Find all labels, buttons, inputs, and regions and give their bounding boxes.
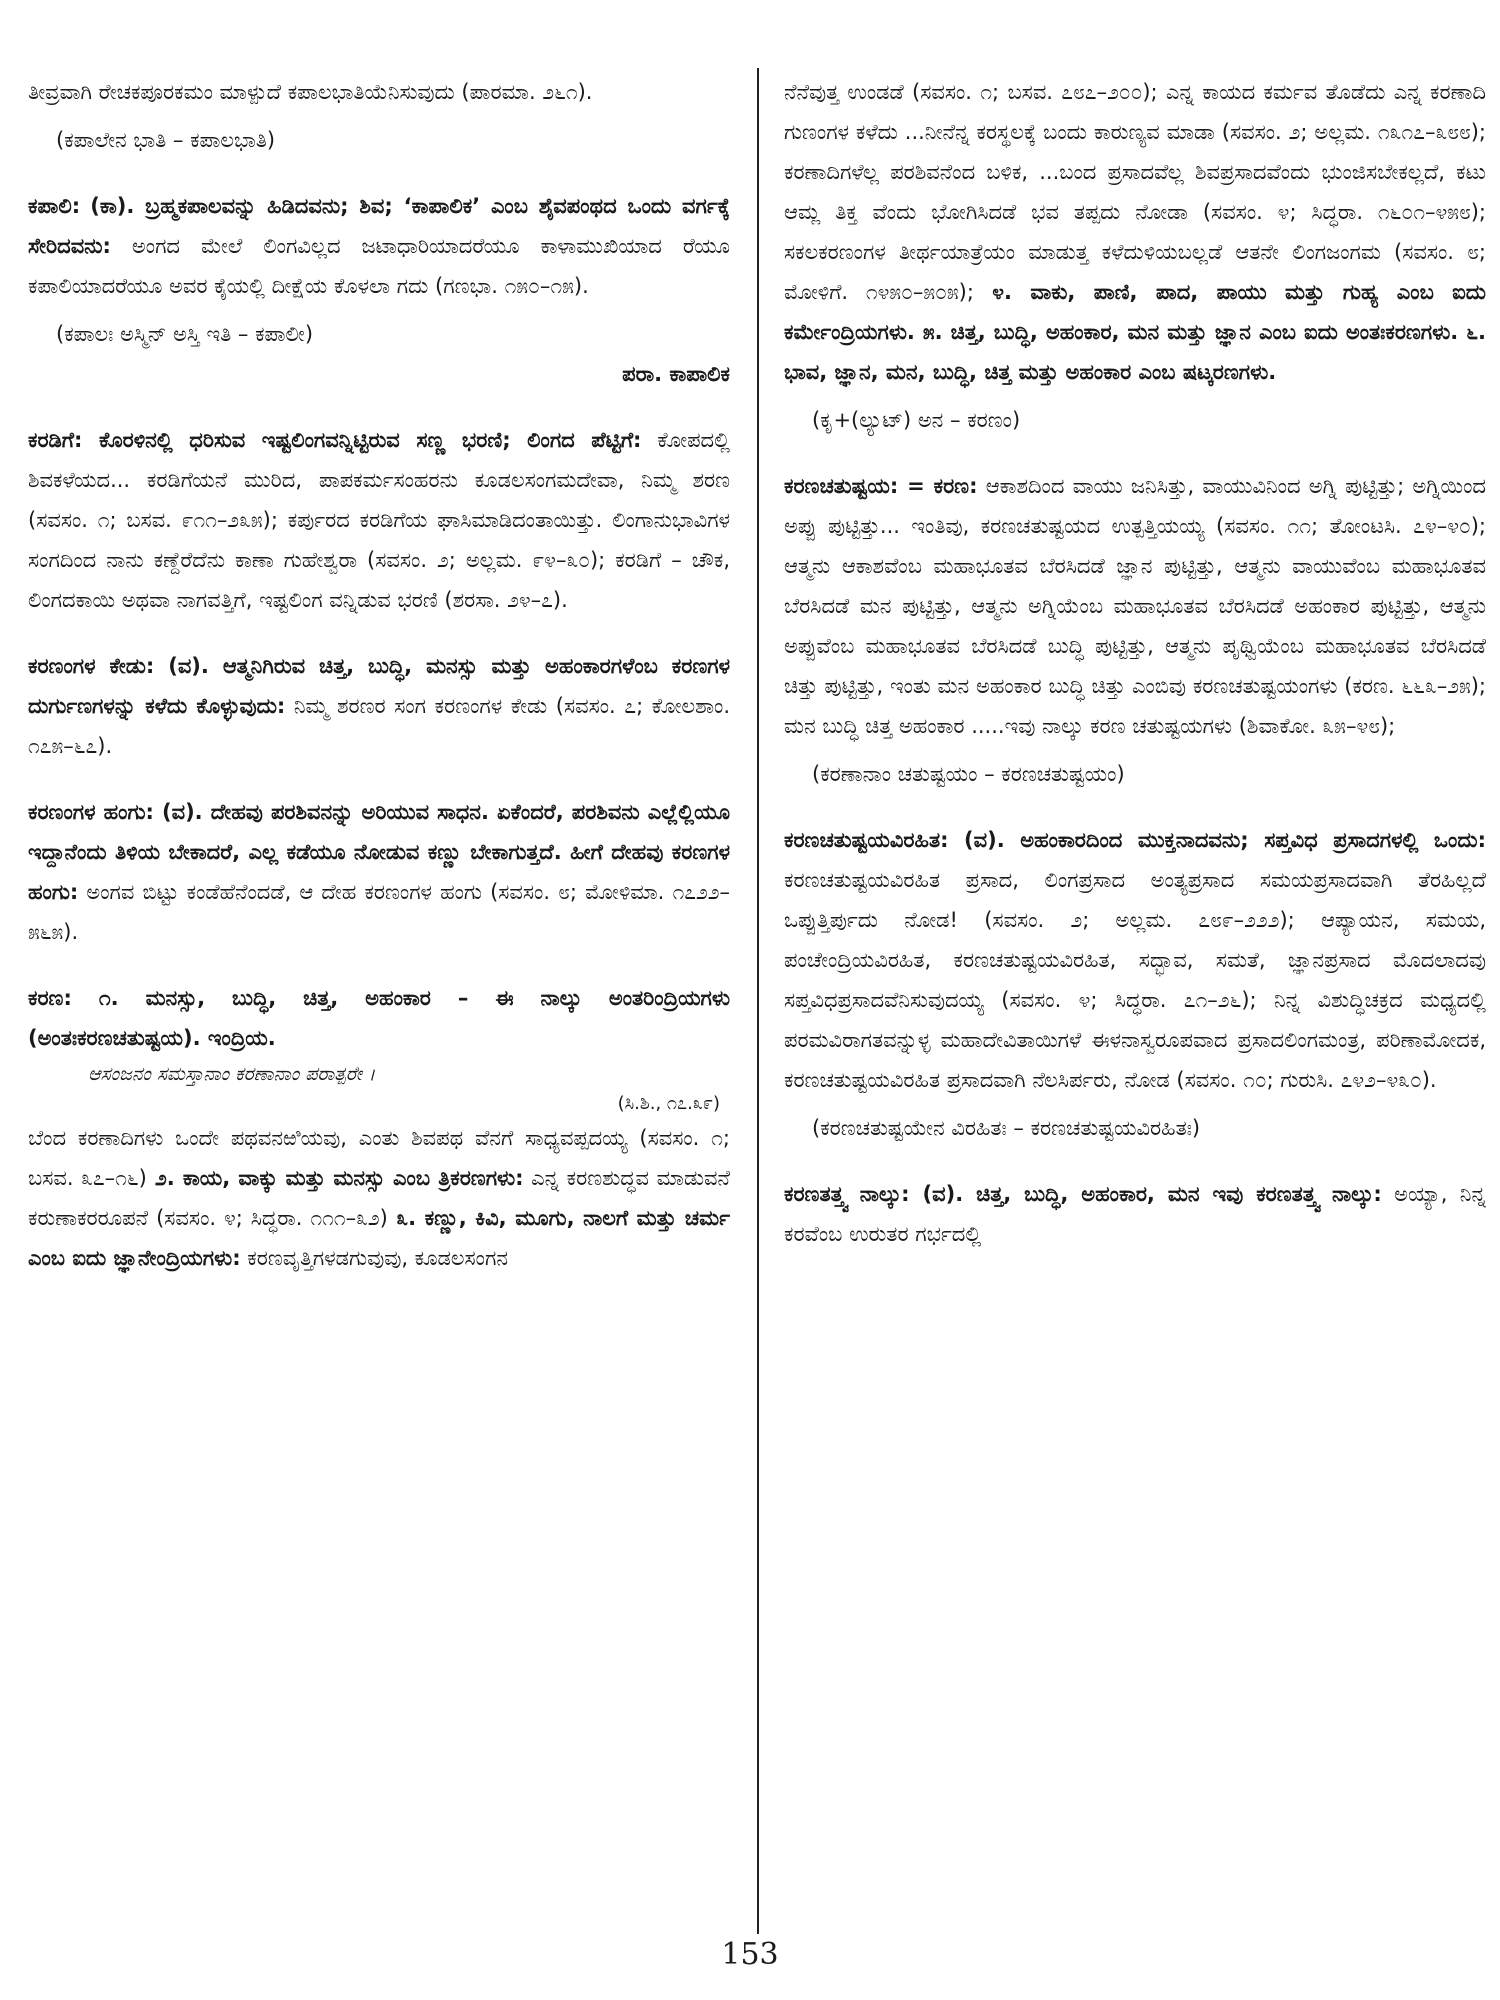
entry-karanachatushtaya [784, 466, 1486, 794]
entry-text [28, 792, 730, 952]
definition: (ವ). ಆತ್ಮನಿಗಿರುವ ಚಿತ್ತ, ಬುದ್ಧಿ, ಮನಸ್ಸು ಮತ್ತು ಅಹಂಕಾರಗಳೆಂಬ ಕರಣಗಳ ದುರ್ಗುಣಗಳನ್ನು ಕಳೆದು ಕೊಳ್ಳುವುದು: [28, 654, 730, 718]
entry-karanangala-kedu [28, 646, 730, 766]
entry-text [28, 1118, 730, 1278]
citation: ಆಕಾಶದಿಂದ ವಾಯು ಜನಿಸಿತ್ತು, ವಾಯುವಿನಿಂದ ಅಗ್ನಿ ಪುಟ್ಟಿತ್ತು; ಅಗ್ನಿಯಿಂದ ಅಪ್ಪು ಪುಟ್ಟಿತ್ತು... ಇಂತಿವು, ಕರಣಚತುಷ್ಟಯದ ಉತ್ಪತ್ತಿಯಯ್ಯ (ಸವಸಂ. ೧೧; ತೋಂಟಸಿ. ೭೪–೪೦); ಆತ್ಮನು ಆಕಾಶವೆಂಬ ಮಹಾಭೂತವ ಬೆರಸಿದಡೆ ಜ್ಞಾನ ಪುಟ್ಟಿತ್ತು, ಆತ್ಮನು ವಾಯುವೆಂಬ ಮಹಾಭೂತವ ಬೆರಸಿದಡೆ ಮನ ಪುಟ್ಟಿತ್ತು, ಆತ್ಮನು ಅಗ್ನಿಯೆಂಬ ಮಹಾಭೂತವ ಬೆರಸಿದಡೆ ಅಹಂಕಾರ ಪುಟ್ಟಿತ್ತು, ಆತ್ಮನು ಅಪ್ಪುವೆಂಬ ಮಹಾಭೂತವ ಬೆರಸಿದಡೆ ಬುದ್ಧಿ ಪುಟ್ಟಿತ್ತು, ಆತ್ಮನು ಪೃಥ್ವಿಯೆಂಬ ಮಹಾಭೂತವ ಬೆರಸಿದಡೆ ಚಿತ್ತು ಪುಟ್ಟಿತ್ತು, ಇಂತು ಮನ ಅಹಂಕಾರ ಬುದ್ಧಿ ಚಿತ್ತು ಎಂಬಿವು ಕರಣಚತುಷ್ಟಯಂಗಳು (ಕರಣ. ೬೬೩–೨೫); ಮನ ಬುದ್ಧಿ ಚಿತ್ತ ಅಹಂಕಾರ .....ಇವು ನಾಲ್ಕು ಕರಣ ಚತುಷ್ಟಯಗಳು (ಶಿವಾಕೋ. ೩೫–೪೮); [784, 474, 1486, 738]
entry-text [28, 420, 730, 620]
citation: ಬೆಂದ ಕರಣಾದಿಗಳು ಒಂದೇ ಪಥವನಱಿಯವು, ಎಂತು ಶಿವಪಥ ವೆನಗೆ ಸಾಧ್ಯವಪ್ಪದಯ್ಯ (ಸವಸಂ. ೧; ಬಸವ. ೩೭–೧೬) [28, 1126, 730, 1190]
citation: ಅಯ್ಯಾ, ನಿನ್ನ ಕರವೆಂಬ ಉರುತರ ಗರ್ಭದಲ್ಲಿ [784, 1182, 1486, 1246]
left-column [28, 72, 730, 1920]
citation: ಅಂಗದ ಮೇಲೆ ಲಿಂಗವಿಲ್ಲದ ಜಟಾಧಾರಿಯಾದರೆಯೂ ಕಾಳಾಮುಖಿಯಾದ ರೆಯೂ ಕಪಾಲಿಯಾದರೆಯೂ ಅವರ ಕೈಯಲ್ಲಿ ದೀಕ್ಷೆಯ ಕೊಳಲಾ ಗದು (ಗಣಭಾ. ೧೫೦–೧೫). [28, 234, 730, 298]
citation: ಕರಣಚತುಷ್ಟಯವಿರಹಿತ ಪ್ರಸಾದ, ಲಿಂಗಪ್ರಸಾದ ಅಂತ್ಯಪ್ರಸಾದ ಸಮಯಪ್ರಸಾದವಾಗಿ ತೆರಹಿಲ್ಲದೆ ಒಪ್ಪುತ್ತಿರ್ಪುದು ನೋಡ! (ಸವಸಂ. ೨; ಅಲ್ಲಮ. ೭೮೯–೨೨೨); ಆಪ್ಯಾಯನ, ಸಮಯ, ಪಂಚೇಂದ್ರಿಯವಿರಹಿತ, ಕರಣಚತುಷ್ಟಯವಿರಹಿತ, ಸದ್ಭಾವ, ಸಮತೆ, ಜ್ಞಾನಪ್ರಸಾದ ಮೊದಲಾದವು ಸಪ್ತವಿಧಪ್ರಸಾದವೆನಿಸುವುದಯ್ಯ (ಸವಸಂ. ೪; ಸಿದ್ಧರಾ. ೭೧–೨೬); ನಿನ್ನ ವಿಶುದ್ಧಿಚಕ್ರದ ಮಧ್ಯದಲ್ಲಿ ಪರಮವಿರಾಗತವನ್ನುಳ್ಳ ಮಹಾದೇವಿತಾಯಿಗಳೆ ಈಳನಾಸ್ವರೂಪವಾದ ಪ್ರಸಾದಲಿಂಗಮಂತ್ರ, ಪರಿಣಾಮೋದಕ, ಕರಣಚತುಷ್ಟಯವಿರಹಿತ ಪ್ರಸಾದವಾಗಿ ನೆಲಸಿರ್ಪರು, ನೋಡ (ಸವಸಂ. ೧೦; ಗುರುಸಿ. ೭೪೨–೪೩೦). [784, 868, 1486, 1092]
headword: ಕರಣಚತುಷ್ಟಯ: [784, 474, 899, 498]
etymology: (ಕಪಾಲಃ ಅಸ್ಮಿನ್ ಅಸ್ತಿ ಇತಿ – ಕಪಾಲೀ) [56, 322, 314, 346]
definition: (ವ). ಅಹಂಕಾರದಿಂದ ಮುಕ್ತನಾದವನು; ಸಪ್ತವಿಧ ಪ್ರಸಾದಗಳಲ್ಲಿ ಒಂದು: [948, 828, 1486, 852]
entry-karadige [28, 420, 730, 620]
headword: ಕಪಾಲಿ: [28, 194, 81, 218]
entry-karana [28, 978, 730, 1278]
headword: ಕರಣ: [28, 986, 72, 1010]
definition: (ವ). ಚಿತ್ತ, ಬುದ್ಧಿ, ಅಹಂಕಾರ, ಮನ ಇವು ಕರಣತತ್ತ್ವ ನಾಲ್ಕು: [909, 1182, 1382, 1206]
etymology: (ಕರಣಾನಾಂ ಚತುಷ್ಟಯಂ – ಕರಣಚತುಷ್ಟಯಂ) [812, 762, 1125, 786]
cross-reference: ಪರಾ. ಕಾಪಾಲಿಕ [622, 362, 730, 386]
sanskrit-verse: ಆಸಂಜನಂ ಸಮಸ್ತಾನಾಂ ಕರಣಾನಾಂ ಪರಾತ್ಪರೇ । [88, 1063, 376, 1085]
entry-karanangala-hangu [28, 792, 730, 952]
citation: ಎನ್ನ ಕರಣಶುದ್ಧವ ಮಾಡುವನೆ ಕರುಣಾಕರರೂಪನೆ (ಸವಸಂ. ೪; ಸಿದ್ಧರಾ. ೧೧೧–೩೨) [28, 1166, 730, 1230]
entry-text [28, 646, 730, 766]
headword: ಕರಣಂಗಳ ಹಂಗು: [28, 800, 154, 824]
entry-text: ತೀವ್ರವಾಗಿ ರೇಚಕಪೂರಕಮಂ ಮಾಳ್ಪುದೆ ಕಪಾಲಭಾತಿಯೆನಿಸುವುದು (ಪಾರಮಾ. ೨೬೧). [28, 80, 593, 104]
entry-kapali [28, 186, 730, 394]
column-divider [757, 68, 759, 1934]
definition: ೩. ಕಣ್ಣು, ಕಿವಿ, ಮೂಗು, ನಾಲಗೆ ಮತ್ತು ಚರ್ಮ ಎಂಬ ಐದು ಜ್ಞಾನೇಂದ್ರಿಯಗಳು: [28, 1206, 730, 1270]
headword: ಕರಡಿಗೆ: [28, 428, 83, 452]
definition: ೪. ವಾಕು, ಪಾಣಿ, ಪಾದ, ಪಾಯು ಮತ್ತು ಗುಹ್ಯ ಎಂಬ ಐದು ಕರ್ಮೇಂದ್ರಿಯಗಳು. ೫. ಚಿತ್ತ, ಬುದ್ಧಿ, ಅಹಂಕಾರ, ಮನ ಮತ್ತು ಜ್ಞಾನ ಎಂಬ ಐದು ಅಂತಃಕರಣಗಳು. ೬. ಭಾವ, ಜ್ಞಾನ, ಮನ, ಬುದ್ಧಿ, ಚಿತ್ತ ಮತ್ತು ಅಹಂಕಾರ ಎಂಬ ಷಟ್ಕರಣಗಳು. [784, 280, 1486, 384]
entry-text [28, 978, 730, 1058]
citation: ಕರಣವೃತ್ತಿಗಳಡಗುವುವು, ಕೂಡಲಸಂಗನ [240, 1246, 508, 1270]
definition: (ವ). ದೇಹವು ಪರಶಿವನನ್ನು ಅರಿಯುವ ಸಾಧನ. ಏಕೆಂದರೆ, ಪರಶಿವನು ಎಲ್ಲೆಲ್ಲಿಯೂ ಇದ್ದಾನೆಂದು ತಿಳಿಯ ಬೇಕಾದರೆ, ಎಲ್ಲ ಕಡೆಯೂ ನೋಡುವ ಕಣ್ಣು ಬೇಕಾಗುತ್ತದೆ. ಹೀಗೆ ದೇಹವು ಕರಣಗಳ ಹಂಗು: [28, 800, 730, 904]
definition: ೧. ಮನಸ್ಸು, ಬುದ್ಧಿ, ಚಿತ್ತ, ಅಹಂಕಾರ – ಈ ನಾಲ್ಕು ಅಂತರಿಂದ್ರಿಯಗಳು (ಅಂತಃಕರಣಚತುಷ್ಟಯ). ಇಂದ್ರಿಯ. [28, 986, 730, 1050]
entry-karana-continued [784, 72, 1486, 440]
definition: (ಕಾ). ಬ್ರಹ್ಮಕಪಾಲವನ್ನು ಹಿಡಿದವನು; ಶಿವ; ‘ಕಾಪಾಲಿಕ’ ಎಂಬ ಶೈವಪಂಥದ ಒಂದು ವರ್ಗಕ್ಕೆ ಸೇರಿದವನು: [28, 194, 730, 258]
entry-text [28, 186, 730, 306]
entry-kapalabhati-continued [28, 72, 730, 160]
citation: ನೆನೆವುತ್ತ ಉಂಡಡೆ (ಸವಸಂ. ೧; ಬಸವ. ೭೮೭–೨೦೦); ಎನ್ನ ಕಾಯದ ಕರ್ಮವ ತೊಡೆದು ಎನ್ನ ಕರಣಾದಿ ಗುಣಂಗಳ ಕಳೆದು ...ನೀನೆನ್ನ ಕರಸ್ಥಲಕ್ಕೆ ಬಂದು ಕಾರುಣ್ಯವ ಮಾಡಾ (ಸವಸಂ. ೨; ಅಲ್ಲಮ. ೧೩೧೭–೩೮೮); ಕರಣಾದಿಗಳೆಲ್ಲ ಪರಶಿವನೆಂದ ಬಳಿಕ, ...ಬಂದ ಪ್ರಸಾದವೆಲ್ಲ ಶಿವಪ್ರಸಾದವೆಂದು ಭುಂಜಿಸಬೇಕಲ್ಲದೆ, ಕಟು ಆಮ್ಲ ತಿಕ್ತ ವೆಂದು ಭೋಗಿಸಿದಡೆ ಭವ ತಪ್ಪದು ನೋಡಾ (ಸವಸಂ. ೪; ಸಿದ್ಧರಾ. ೧೬೦೧–೪೫೮); ಸಕಲಕರಣಂಗಳ ತೀರ್ಥಯಾತ್ರೆಯಂ ಮಾಡುತ್ತ ಕಳೆದುಳಿಯಬಲ್ಲಡೆ ಆತನೇ ಲಿಂಗಜಂಗಮ (ಸವಸಂ. ೮; ಮೋಳಿಗೆ. ೧೪೫೦–೫೦೫); [784, 80, 1486, 304]
citation: ನಿಮ್ಮ ಶರಣರ ಸಂಗ ಕರಣಂಗಳ ಕೇಡು (ಸವಸಂ. ೭; ಕೋಲಶಾಂ. ೧೭೫–೬೭). [28, 694, 730, 758]
etymology: (ಕಪಾಲೇನ ಭಾತಿ – ಕಪಾಲಭಾತಿ) [56, 128, 276, 152]
etymology: (ಕರಣಚತುಷ್ಟಯೇನ ವಿರಹಿತಃ – ಕರಣಚತುಷ್ಟಯವಿರಹಿತಃ) [812, 1116, 1201, 1140]
definition: = ಕರಣ: [898, 474, 978, 498]
entry-text [784, 820, 1486, 1100]
entry-text [784, 1174, 1486, 1254]
page-number: 153 [721, 1937, 779, 1972]
headword: ಕರಣತತ್ತ್ವ ನಾಲ್ಕು: [784, 1182, 910, 1206]
citation: ಕೋಪದಲ್ಲಿ ಶಿವಕಳೆಯದ... ಕರಡಿಗೆಯನೆ ಮುರಿದ, ಪಾಪಕರ್ಮಸಂಹರನು ಕೂಡಲಸಂಗಮದೇವಾ, ನಿಮ್ಮ ಶರಣ (ಸವಸಂ. ೧; ಬಸವ. ೯೧೧–೨೩೫); ಕರ್ಪುರದ ಕರಡಿಗೆಯ ಘಾಸಿಮಾಡಿದಂತಾಯಿತ್ತು. ಲಿಂಗಾನುಭಾವಿಗಳ ಸಂಗದಿಂದ ನಾನು ಕಣ್ದೆರೆದೆನು ಕಾಣಾ ಗುಹೇಶ್ವರಾ (ಸವಸಂ. ೨; ಅಲ್ಲಮ. ೯೪–೩೦); ಕರಡಿಗೆ – ಚೌಕ, ಲಿಂಗದಕಾಯಿ ಅಥವಾ ನಾಗವತ್ತಿಗೆ, ಇಷ್ಟಲಿಂಗ ವನ್ನಿಡುವ ಭರಣಿ (ಶರಸಾ. ೨೪–೭). [28, 428, 730, 612]
right-column [784, 72, 1486, 1920]
etymology: (ಕೃ+(ಲ್ಯುಟ್) ಅನ – ಕರಣಂ) [812, 408, 1021, 432]
verse-reference: (ಸಿ.ಶಿ., ೧೭.೩೯) [617, 1093, 720, 1114]
entry-karanachatushtaya-virahita [784, 820, 1486, 1148]
definition: ಕೊರಳಿನಲ್ಲಿ ಧರಿಸುವ ಇಷ್ಟಲಿಂಗವನ್ನಿಟ್ಟಿರುವ ಸಣ್ಣ ಭರಣಿ; ಲಿಂಗದ ಪೆಟ್ಟಿಗೆ: [82, 428, 642, 452]
entry-text [784, 72, 1486, 392]
headword: ಕರಣಂಗಳ ಕೇಡು: [28, 654, 155, 678]
headword: ಕರಣಚತುಷ್ಟಯವಿರಹಿತ: [784, 828, 949, 852]
entry-text [784, 466, 1486, 746]
entry-karanatattva-nalku [784, 1174, 1486, 1254]
definition: ೨. ಕಾಯ, ವಾಕ್ಕು ಮತ್ತು ಮನಸ್ಸು ಎಂಬ ತ್ರಿಕರಣಗಳು: [146, 1166, 524, 1190]
citation: ಅಂಗವ ಬಿಟ್ಟು ಕಂಡೆಹೆನೆಂದಡೆ, ಆ ದೇಹ ಕರಣಂಗಳ ಹಂಗು (ಸವಸಂ. ೮; ಮೋಳಿಮಾ. ೧೭೨೨–೫೬೫). [28, 880, 730, 944]
